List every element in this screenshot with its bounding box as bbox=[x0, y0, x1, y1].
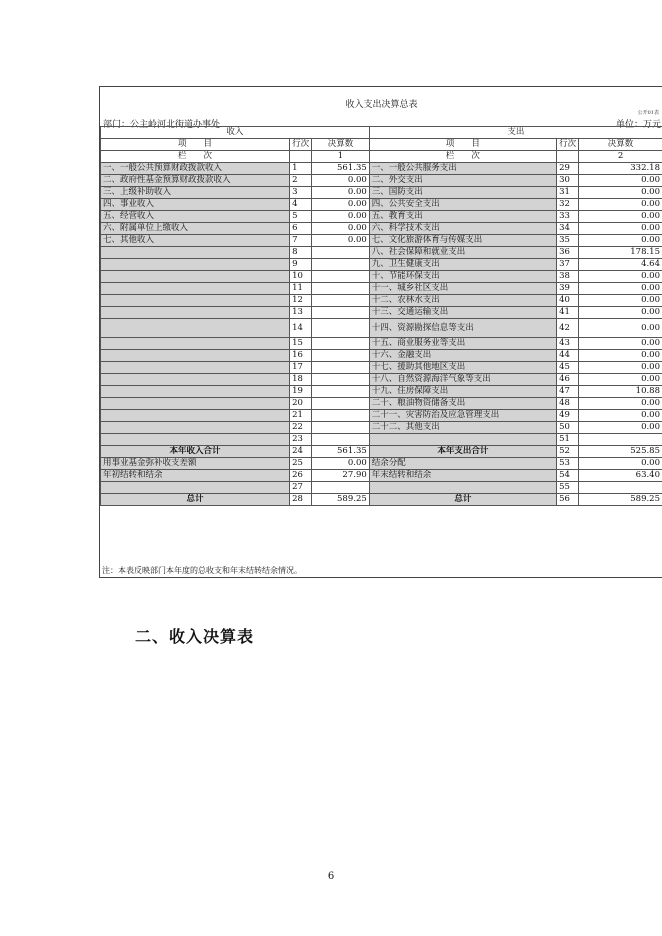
income-row-no: 15 bbox=[290, 338, 312, 350]
income-expense-table bbox=[100, 126, 662, 506]
expense-item: 十五、商业服务业等支出 bbox=[369, 338, 556, 350]
income-item: 二、政府性基金预算财政拨款收入 bbox=[101, 175, 290, 187]
income-row-no: 21 bbox=[290, 410, 312, 422]
income-item: 用事业基金弥补收支差额 bbox=[101, 458, 290, 470]
table-row bbox=[101, 187, 662, 199]
expense-item: 十七、援助其他地区支出 bbox=[369, 362, 556, 374]
income-item bbox=[101, 338, 290, 350]
expense-row-no: 32 bbox=[557, 199, 579, 211]
expense-amount: 0.00 bbox=[579, 187, 662, 199]
expense-rowno-header: 行次 bbox=[557, 139, 579, 151]
income-item bbox=[101, 374, 290, 386]
income-amount: 0.00 bbox=[312, 458, 370, 470]
income-item bbox=[101, 422, 290, 434]
income-item bbox=[101, 307, 290, 319]
income-amount bbox=[312, 307, 370, 319]
income-item: 三、上级补助收入 bbox=[101, 187, 290, 199]
grand-total-expense-label: 总计 bbox=[369, 494, 556, 506]
expense-item: 八、社会保障和就业支出 bbox=[369, 247, 556, 259]
income-row-no: 6 bbox=[290, 223, 312, 235]
expense-amount: 0.00 bbox=[579, 283, 662, 295]
expense-item: 十九、住房保障支出 bbox=[369, 386, 556, 398]
income-row-no: 14 bbox=[290, 319, 312, 338]
expense-row-no: 40 bbox=[557, 295, 579, 307]
expense-item bbox=[369, 482, 556, 494]
income-item: 七、其他收入 bbox=[101, 235, 290, 247]
income-amount bbox=[312, 482, 370, 494]
header-row-column-numbers bbox=[101, 151, 662, 163]
table-row bbox=[101, 482, 662, 494]
year-income-total-label: 本年收入合计 bbox=[101, 446, 290, 458]
expense-item: 二十一、灾害防治及应急管理支出 bbox=[369, 410, 556, 422]
expense-row-no: 44 bbox=[557, 350, 579, 362]
income-amount bbox=[312, 410, 370, 422]
income-column-label: 栏 次 bbox=[101, 151, 290, 163]
income-item bbox=[101, 434, 290, 446]
expense-row-no: 50 bbox=[557, 422, 579, 434]
table-row bbox=[101, 374, 662, 386]
income-amount bbox=[312, 283, 370, 295]
table-note: 注：本表反映部门本年度的总收支和年末结转结余情况。 bbox=[102, 566, 302, 575]
income-item bbox=[101, 295, 290, 307]
expense-amount: 0.00 bbox=[579, 295, 662, 307]
expense-row-no: 39 bbox=[557, 283, 579, 295]
grand-total-income-no: 28 bbox=[290, 494, 312, 506]
expense-row-no: 46 bbox=[557, 374, 579, 386]
grand-total-income-amount: 589.25 bbox=[312, 494, 370, 506]
income-amount: 0.00 bbox=[312, 223, 370, 235]
table-row bbox=[101, 350, 662, 362]
table-row bbox=[101, 163, 662, 175]
expense-row-no: 53 bbox=[557, 458, 579, 470]
year-total-row bbox=[101, 446, 662, 458]
expense-row-no: 38 bbox=[557, 271, 579, 283]
income-amount bbox=[312, 386, 370, 398]
income-amount bbox=[312, 398, 370, 410]
income-amount: 0.00 bbox=[312, 235, 370, 247]
expense-item: 一、一般公共服务支出 bbox=[369, 163, 556, 175]
year-income-total-no: 24 bbox=[290, 446, 312, 458]
table-title: 收入支出决算总表 bbox=[345, 100, 418, 110]
income-amount-header: 决算数 bbox=[312, 139, 370, 151]
expense-row-no: 41 bbox=[557, 307, 579, 319]
income-item: 一、一般公共预算财政拨款收入 bbox=[101, 163, 290, 175]
expense-amount: 0.00 bbox=[579, 374, 662, 386]
unit-label: 单位：万元 bbox=[615, 120, 661, 130]
year-expense-total-label: 本年支出合计 bbox=[369, 446, 556, 458]
income-item bbox=[101, 362, 290, 374]
expense-item: 二十二、其他支出 bbox=[369, 422, 556, 434]
grand-total-income-label: 总计 bbox=[101, 494, 290, 506]
expense-column-label: 栏 次 bbox=[369, 151, 556, 163]
income-amount bbox=[312, 319, 370, 338]
income-item-header: 项 目 bbox=[101, 139, 290, 151]
expense-item: 二、外交支出 bbox=[369, 175, 556, 187]
expense-item: 年末结转和结余 bbox=[369, 470, 556, 482]
expense-row-no: 51 bbox=[557, 434, 579, 446]
expense-item: 五、教育支出 bbox=[369, 211, 556, 223]
table-row bbox=[101, 307, 662, 319]
income-header: 收入 bbox=[101, 127, 370, 139]
table-row bbox=[101, 434, 662, 446]
expense-row-no: 36 bbox=[557, 247, 579, 259]
section-heading: 二、收入决算表 bbox=[135, 627, 255, 646]
income-amount: 0.00 bbox=[312, 211, 370, 223]
expense-amount: 0.00 bbox=[579, 350, 662, 362]
expense-amount: 0.00 bbox=[579, 199, 662, 211]
income-row-no: 7 bbox=[290, 235, 312, 247]
income-row-no: 2 bbox=[290, 175, 312, 187]
income-item bbox=[101, 398, 290, 410]
expense-row-no: 49 bbox=[557, 410, 579, 422]
expense-item: 十二、农林水支出 bbox=[369, 295, 556, 307]
income-row-no: 18 bbox=[290, 374, 312, 386]
income-item bbox=[101, 271, 290, 283]
header-row-columns bbox=[101, 139, 662, 151]
expense-amount: 0.00 bbox=[579, 307, 662, 319]
income-row-no: 27 bbox=[290, 482, 312, 494]
table-row bbox=[101, 362, 662, 374]
income-amount bbox=[312, 247, 370, 259]
table-row bbox=[101, 386, 662, 398]
income-amount bbox=[312, 374, 370, 386]
expense-amount: 0.00 bbox=[579, 338, 662, 350]
expense-amount: 0.00 bbox=[579, 362, 662, 374]
table-row bbox=[101, 223, 662, 235]
expense-row-no: 47 bbox=[557, 386, 579, 398]
income-item bbox=[101, 386, 290, 398]
income-row-no: 16 bbox=[290, 350, 312, 362]
income-amount bbox=[312, 295, 370, 307]
expense-item: 十一、城乡社区支出 bbox=[369, 283, 556, 295]
table-row bbox=[101, 247, 662, 259]
income-row-no: 11 bbox=[290, 283, 312, 295]
expense-row-no: 35 bbox=[557, 235, 579, 247]
income-row-no: 8 bbox=[290, 247, 312, 259]
income-amount bbox=[312, 338, 370, 350]
expense-row-no: 43 bbox=[557, 338, 579, 350]
income-item bbox=[101, 259, 290, 271]
expense-amount: 0.00 bbox=[579, 422, 662, 434]
expense-row-no: 48 bbox=[557, 398, 579, 410]
expense-amount: 0.00 bbox=[579, 319, 662, 338]
table-row bbox=[101, 458, 662, 470]
expense-item: 七、文化旅游体育与传媒支出 bbox=[369, 235, 556, 247]
expense-amount: 0.00 bbox=[579, 398, 662, 410]
expense-item: 六、科学技术支出 bbox=[369, 223, 556, 235]
grand-total-row bbox=[101, 494, 662, 506]
page-number: 6 bbox=[327, 871, 335, 882]
table-row bbox=[101, 295, 662, 307]
income-item bbox=[101, 350, 290, 362]
income-item bbox=[101, 319, 290, 338]
income-row-no: 3 bbox=[290, 187, 312, 199]
expense-row-no: 34 bbox=[557, 223, 579, 235]
expense-amount bbox=[579, 434, 662, 446]
expense-amount: 0.00 bbox=[579, 175, 662, 187]
expense-row-no: 45 bbox=[557, 362, 579, 374]
expense-column-number: 2 bbox=[579, 151, 662, 163]
expense-row-no: 29 bbox=[557, 163, 579, 175]
income-row-no: 23 bbox=[290, 434, 312, 446]
income-amount bbox=[312, 434, 370, 446]
year-income-total-amount: 561.35 bbox=[312, 446, 370, 458]
income-item bbox=[101, 247, 290, 259]
year-expense-total-amount: 525.85 bbox=[579, 446, 662, 458]
expense-item: 十六、金融支出 bbox=[369, 350, 556, 362]
table-row bbox=[101, 410, 662, 422]
income-item bbox=[101, 482, 290, 494]
income-row-no: 10 bbox=[290, 271, 312, 283]
expense-amount: 0.00 bbox=[579, 458, 662, 470]
expense-row-no: 37 bbox=[557, 259, 579, 271]
expense-row-no: 31 bbox=[557, 187, 579, 199]
table-row bbox=[101, 271, 662, 283]
expense-amount: 63.40 bbox=[579, 470, 662, 482]
expense-amount: 0.00 bbox=[579, 235, 662, 247]
table-row bbox=[101, 338, 662, 350]
income-amount bbox=[312, 259, 370, 271]
income-column-number: 1 bbox=[312, 151, 370, 163]
expense-amount: 332.18 bbox=[579, 163, 662, 175]
expense-amount: 0.00 bbox=[579, 271, 662, 283]
income-amount bbox=[312, 422, 370, 434]
income-row-no: 4 bbox=[290, 199, 312, 211]
table-row bbox=[101, 175, 662, 187]
income-amount: 0.00 bbox=[312, 175, 370, 187]
income-item bbox=[101, 283, 290, 295]
income-row-no: 25 bbox=[290, 458, 312, 470]
income-row-no: 19 bbox=[290, 386, 312, 398]
expense-item: 十、节能环保支出 bbox=[369, 271, 556, 283]
expense-item: 九、卫生健康支出 bbox=[369, 259, 556, 271]
table-row bbox=[101, 211, 662, 223]
expense-amount: 4.64 bbox=[579, 259, 662, 271]
year-expense-total-no: 52 bbox=[557, 446, 579, 458]
expense-amount: 10.88 bbox=[579, 386, 662, 398]
income-amount: 27.90 bbox=[312, 470, 370, 482]
income-row-no: 22 bbox=[290, 422, 312, 434]
income-row-no: 26 bbox=[290, 470, 312, 482]
grand-total-expense-amount: 589.25 bbox=[579, 494, 662, 506]
income-row-no: 5 bbox=[290, 211, 312, 223]
table-row bbox=[101, 470, 662, 482]
expense-item: 十四、资源勘探信息等支出 bbox=[369, 319, 556, 338]
expense-item: 四、公共安全支出 bbox=[369, 199, 556, 211]
expense-item: 二十、粮油物资储备支出 bbox=[369, 398, 556, 410]
income-amount: 0.00 bbox=[312, 199, 370, 211]
income-item: 五、经营收入 bbox=[101, 211, 290, 223]
expense-row-no: 30 bbox=[557, 175, 579, 187]
expense-amount: 178.15 bbox=[579, 247, 662, 259]
header-row-sections bbox=[101, 127, 662, 139]
expense-row-no: 33 bbox=[557, 211, 579, 223]
table-row bbox=[101, 199, 662, 211]
income-rowno-header: 行次 bbox=[290, 139, 312, 151]
income-item: 六、附属单位上缴收入 bbox=[101, 223, 290, 235]
expense-amount: 0.00 bbox=[579, 211, 662, 223]
grand-total-expense-no: 56 bbox=[557, 494, 579, 506]
expense-item: 结余分配 bbox=[369, 458, 556, 470]
summary-table-frame bbox=[99, 86, 662, 578]
income-row-no: 17 bbox=[290, 362, 312, 374]
income-item: 年初结转和结余 bbox=[101, 470, 290, 482]
income-row-no: 1 bbox=[290, 163, 312, 175]
income-amount bbox=[312, 362, 370, 374]
department-label: 部门：公主岭河北街道办事处 bbox=[103, 120, 221, 130]
table-row bbox=[101, 259, 662, 271]
form-code: 公开01表 bbox=[637, 110, 659, 116]
income-item: 四、事业收入 bbox=[101, 199, 290, 211]
table-row bbox=[101, 319, 662, 338]
table-row bbox=[101, 283, 662, 295]
income-amount: 561.35 bbox=[312, 163, 370, 175]
expense-amount: 0.00 bbox=[579, 223, 662, 235]
income-amount bbox=[312, 271, 370, 283]
expense-row-no: 42 bbox=[557, 319, 579, 338]
expense-amount bbox=[579, 482, 662, 494]
expense-item: 十八、自然资源海洋气象等支出 bbox=[369, 374, 556, 386]
income-row-no: 12 bbox=[290, 295, 312, 307]
expense-item bbox=[369, 434, 556, 446]
expense-item: 三、国防支出 bbox=[369, 187, 556, 199]
expense-item-header: 项 目 bbox=[369, 139, 556, 151]
expense-header: 支出 bbox=[369, 127, 662, 139]
table-row bbox=[101, 422, 662, 434]
expense-row-no: 54 bbox=[557, 470, 579, 482]
income-amount bbox=[312, 350, 370, 362]
income-amount: 0.00 bbox=[312, 187, 370, 199]
expense-row-no: 55 bbox=[557, 482, 579, 494]
expense-amount: 0.00 bbox=[579, 410, 662, 422]
expense-amount-header: 决算数 bbox=[579, 139, 662, 151]
income-row-no: 20 bbox=[290, 398, 312, 410]
expense-item: 十三、交通运输支出 bbox=[369, 307, 556, 319]
income-row-no: 9 bbox=[290, 259, 312, 271]
table-row bbox=[101, 398, 662, 410]
table-row bbox=[101, 235, 662, 247]
income-row-no: 13 bbox=[290, 307, 312, 319]
income-item bbox=[101, 410, 290, 422]
